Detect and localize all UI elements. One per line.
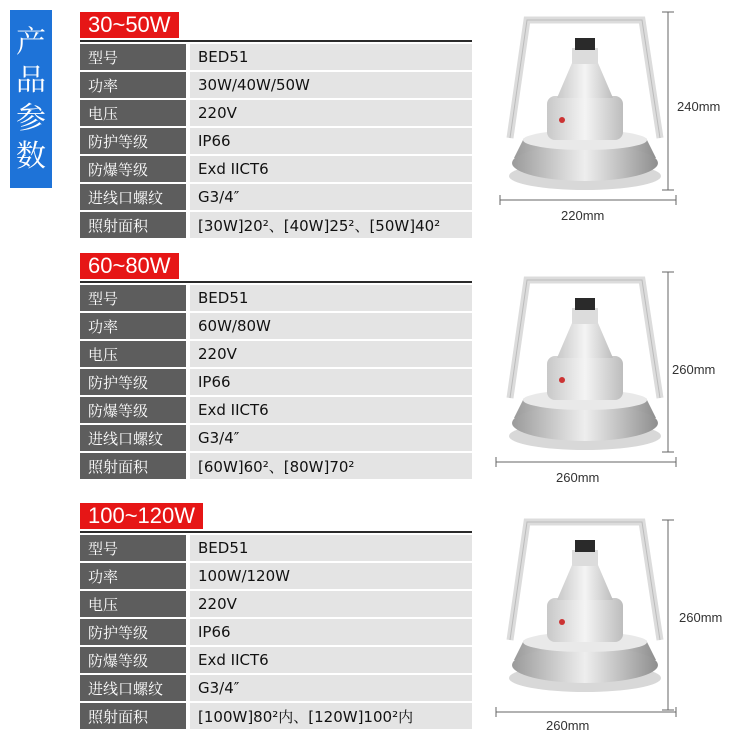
side-label-char: 品: [16, 63, 46, 98]
spec-value: Exd IICT6: [190, 647, 472, 673]
spec-key: 照射面积: [80, 703, 190, 729]
spec-value: 220V: [190, 100, 472, 126]
spec-value: IP66: [190, 369, 472, 395]
power-range-badge: 60~80W: [80, 253, 179, 279]
spec-key: 防爆等级: [80, 647, 190, 673]
spec-value: IP66: [190, 619, 472, 645]
spec-key: 功率: [80, 72, 190, 98]
spec-section-100-120w: [80, 503, 472, 731]
side-label-char: 参: [16, 101, 46, 136]
spec-row: [80, 453, 472, 479]
spec-row: [80, 563, 472, 589]
spec-row: [80, 703, 472, 729]
spec-value: 100W/120W: [190, 563, 472, 589]
spec-value: IP66: [190, 128, 472, 154]
spec-key: 防护等级: [80, 369, 190, 395]
spec-key: 防爆等级: [80, 156, 190, 182]
power-range-badge: 100~120W: [80, 503, 203, 529]
spec-row: [80, 397, 472, 423]
spec-value: 30W/40W/50W: [190, 72, 472, 98]
spec-table: [80, 38, 472, 240]
spec-value: [30W]20²、[40W]25²、[50W]40²: [190, 212, 472, 238]
height-dimension: 260mm: [679, 610, 723, 625]
width-dimension: 260mm: [556, 470, 600, 485]
spec-value: Exd IICT6: [190, 156, 472, 182]
spec-row: [80, 425, 472, 451]
spec-row: [80, 313, 472, 339]
spec-key: 功率: [80, 313, 190, 339]
spec-key: 电压: [80, 100, 190, 126]
spec-key: 进线口螺纹: [80, 425, 190, 451]
width-dimension: 260mm: [546, 718, 590, 733]
spec-row: [80, 285, 472, 311]
spec-row: [80, 128, 472, 154]
spec-key: 电压: [80, 591, 190, 617]
spec-row: [80, 100, 472, 126]
spec-key: 防护等级: [80, 128, 190, 154]
spec-row: [80, 591, 472, 617]
spec-value: G3/4″: [190, 184, 472, 210]
spec-key: 防护等级: [80, 619, 190, 645]
spec-row: [80, 535, 472, 561]
side-label-char: 产: [16, 25, 46, 60]
spec-row: [80, 184, 472, 210]
spec-row: [80, 341, 472, 367]
spec-table: [80, 529, 472, 731]
spec-row: [80, 675, 472, 701]
spec-value: BED51: [190, 44, 472, 70]
spec-value: 60W/80W: [190, 313, 472, 339]
height-dimension: 260mm: [672, 362, 716, 377]
product-params-label: [10, 10, 52, 188]
spec-value: [60W]60²、[80W]70²: [190, 453, 472, 479]
power-range-badge: 30~50W: [80, 12, 179, 38]
spec-value: Exd IICT6: [190, 397, 472, 423]
height-dimension: 240mm: [677, 99, 721, 114]
spec-row: [80, 212, 472, 238]
spec-key: 型号: [80, 44, 190, 70]
spec-section-30-50w: [80, 12, 472, 240]
spec-value: 220V: [190, 341, 472, 367]
spec-row: [80, 72, 472, 98]
spec-value: 220V: [190, 591, 472, 617]
spec-key: 型号: [80, 535, 190, 561]
spec-key: 照射面积: [80, 453, 190, 479]
side-label-char: 数: [16, 139, 46, 174]
spec-key: 防爆等级: [80, 397, 190, 423]
spec-key: 进线口螺纹: [80, 184, 190, 210]
spec-value: [100W]80²内、[120W]100²内: [190, 703, 472, 729]
spec-table: [80, 279, 472, 481]
width-dimension: 220mm: [561, 208, 605, 223]
spec-key: 功率: [80, 563, 190, 589]
spec-key: 电压: [80, 341, 190, 367]
spec-key: 照射面积: [80, 212, 190, 238]
spec-value: G3/4″: [190, 425, 472, 451]
spec-key: 型号: [80, 285, 190, 311]
spec-value: BED51: [190, 535, 472, 561]
spec-row: [80, 369, 472, 395]
spec-row: [80, 647, 472, 673]
spec-value: BED51: [190, 285, 472, 311]
spec-section-60-80w: [80, 253, 472, 481]
spec-key: 进线口螺纹: [80, 675, 190, 701]
spec-row: [80, 619, 472, 645]
spec-row: [80, 44, 472, 70]
spec-row: [80, 156, 472, 182]
spec-value: G3/4″: [190, 675, 472, 701]
